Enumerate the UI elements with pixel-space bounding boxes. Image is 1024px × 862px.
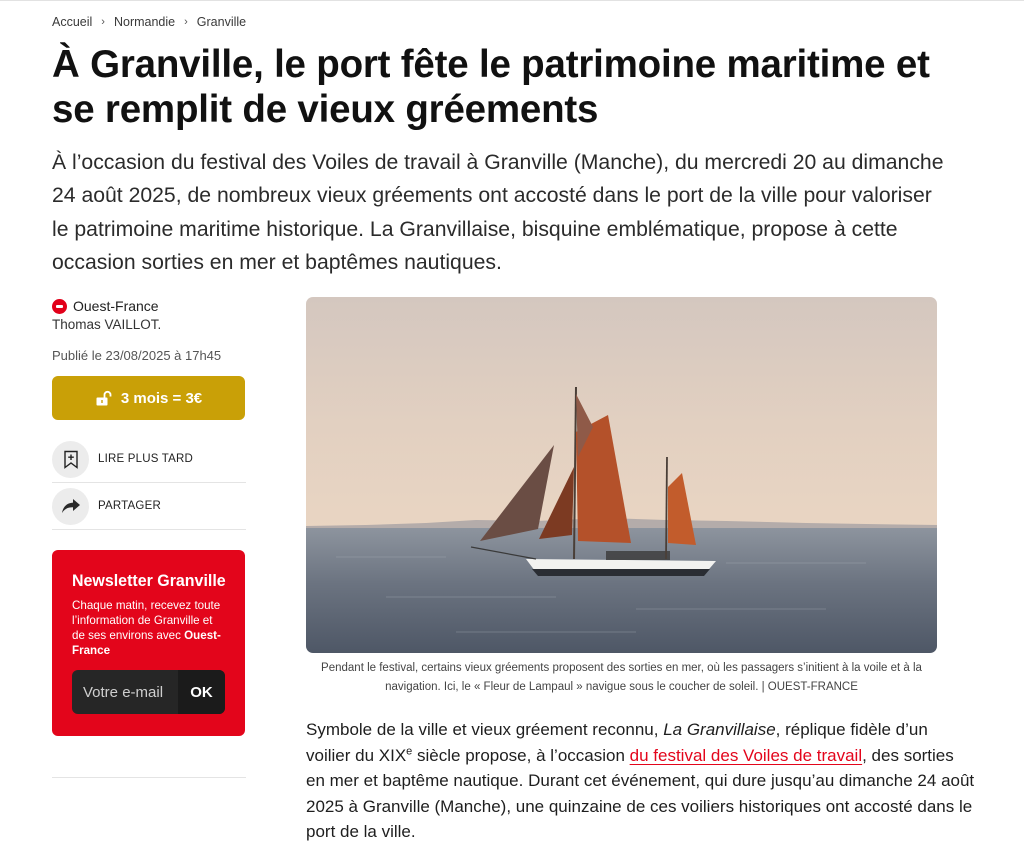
photo-caption: Pendant le festival, certains vieux gréements proposent des sorties en mer, où les passagers s’initient à la voile et à la navigation. Ici, le « Fleur de Lampaul » navigue sous le coucher de soleil. | OUEST-FRANCE [321,662,922,693]
newsletter-ok-button[interactable]: OK [178,670,225,714]
article-author: Thomas VAILLOT. [52,317,162,332]
sidebar-divider [52,777,246,778]
article-title: À Granville, le port fête le patrimoine maritime et se remplit de vieux gréements [52,43,930,131]
newsletter-text: Chaque matin, recevez toute l’information de Granville et de ses environs avec [72,599,221,642]
share-label: PARTAGER [98,500,161,512]
top-divider [0,0,1024,1]
share-button[interactable] [52,483,246,530]
ouest-france-logo-icon [52,299,67,314]
article-paragraph [306,717,976,845]
breadcrumb-item-granville[interactable]: Granville [196,15,247,29]
read-later-label: LIRE PLUS TARD [98,453,194,465]
newsletter-email-input[interactable] [72,670,178,714]
breadcrumb-item-normandie[interactable]: Normandie [113,15,176,29]
article-lead: À l’occasion du festival des Voiles de travail à Granville (Manche), du mercredi 20 au dimanche 24 août 2025, de nombreux vieux gréements ont accosté dans le port de la ville pour valoriser le patrimoine maritime historique. La Granvillaise, bisquine emblématique, propose à cette occasion sorties en mer et baptêmes nautiques. [52,151,944,274]
breadcrumb-item-accueil[interactable]: Accueil [52,15,93,29]
newsletter-box [52,550,245,736]
sailing-ship-photo [306,297,937,653]
paragraph-text: Symbole de la ville et vieux gréement reconnu, [306,720,664,739]
chevron-right-icon: › [184,16,188,28]
source-name: Ouest-France [73,298,159,314]
festival-link[interactable]: du festival des Voiles de travail [629,745,863,765]
paragraph-text: , des sorties en mer et baptême nautique. Durant cet événement, qui dure jusqu’au dimanche 24 août 2025 à Granville (Manche), une quinzaine de ces voiliers historiques ont accosté dans le port de la ville. [306,745,975,841]
century-superscript: e [406,744,413,757]
article-sidebar [52,296,246,736]
unlock-icon [95,390,112,407]
read-later-button[interactable] [52,436,246,483]
newsletter-form [72,670,225,714]
boat-name: La Granvillaise [663,720,776,739]
bookmark-add-icon [52,441,89,478]
chevron-right-icon: › [101,16,105,28]
share-arrow-icon [52,488,89,525]
subscribe-label: 3 mois = 3€ [120,389,203,407]
newsletter-brand: Ouest-France [72,629,221,657]
breadcrumb [52,15,246,29]
article-photo[interactable] [306,297,937,653]
newsletter-description [72,598,225,658]
subscribe-button[interactable] [52,376,245,420]
paragraph-text: siècle propose, à l’occasion [412,745,630,765]
newsletter-title: Newsletter Granville [72,571,226,590]
paragraph-text: , réplique fidèle d’un voilier du XIX [306,720,928,765]
publication-date: Publié le 23/08/2025 à 17h45 [52,348,222,363]
article-source [52,296,246,316]
